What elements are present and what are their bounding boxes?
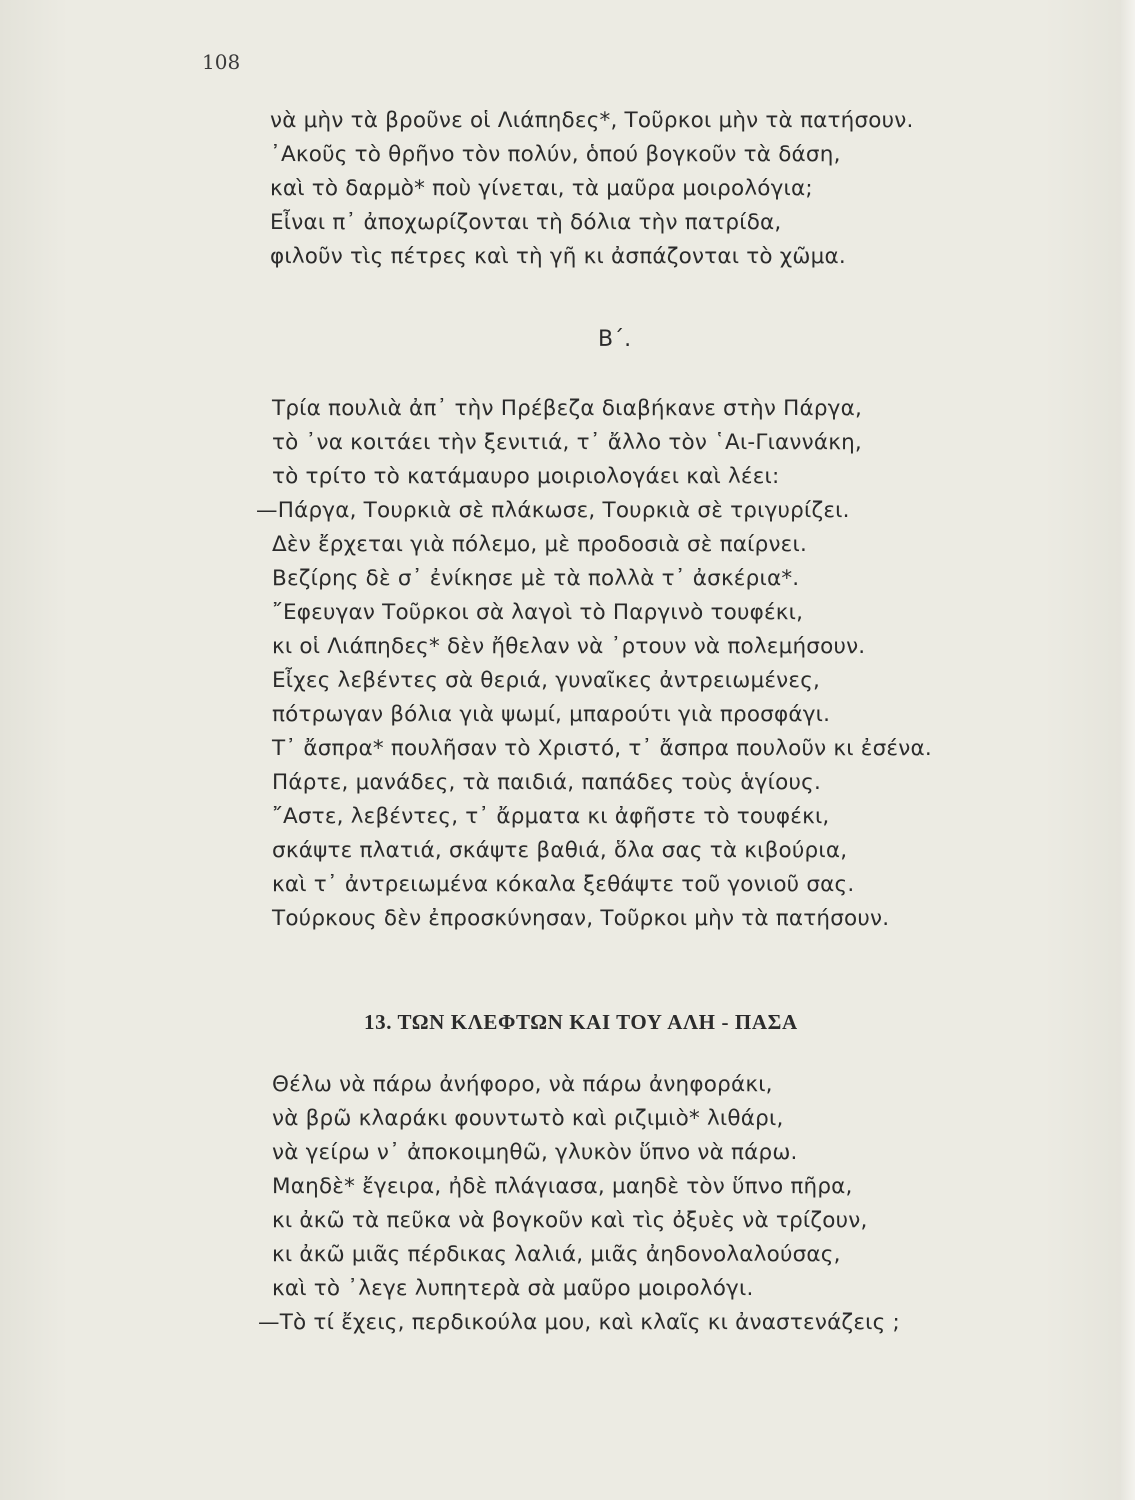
verse-line: ῎Εφευγαν Τοῦρκοι σὰ λαγοὶ τὸ Παργινὸ τουφέκι, <box>272 600 804 625</box>
poem-heading: 13. ΤΩΝ ΚΛΕΦΤΩΝ ΚΑΙ ΤΟΥ ΑΛΗ - ΠΑΣΑ <box>364 1010 798 1034</box>
verse-line: νὰ γείρω ν᾿ ἀποκοιμηθῶ, γλυκὸν ὕπνο νὰ πάρω. <box>272 1140 798 1165</box>
verse-line: νὰ μὴν τὰ βροῦνε οἱ Λιάπηδες*, Τοῦρκοι μὴν τὰ πατήσουν. <box>270 108 914 133</box>
verse-line: νὰ βρῶ κλαράκι φουντωτὸ καὶ ριζιμιὸ* λιθάρι, <box>272 1106 784 1131</box>
verse-line: πότρωγαν βόλια γιὰ ψωμί, μπαρούτι γιὰ προσφάγι. <box>272 702 831 727</box>
verse-line: κι ἀκῶ μιᾶς πέρδικας λαλιά, μιᾶς ἀηδονολαλούσας, <box>272 1242 841 1267</box>
section-marker: Β΄. <box>598 327 632 352</box>
verse-line: Πάρτε, μανάδες, τὰ παιδιά, παπάδες τοὺς ἁγίους. <box>272 770 821 795</box>
verse-line: Εἶχες λεβέντες σὰ θεριά, γυναῖκες ἀντρειωμένες, <box>272 668 821 693</box>
verse-line: Εἶναι π᾿ ἀποχωρίζονται τὴ δόλια τὴν πατρίδα, <box>270 210 782 235</box>
verse-line: Θέλω νὰ πάρω ἀνήφορο, νὰ πάρω ἀνηφοράκι, <box>272 1072 773 1097</box>
verse-line: καὶ τὸ δαρμὸ* ποὺ γίνεται, τὰ μαῦρα μοιρολόγια; <box>270 176 813 201</box>
poem-section-b <box>0 392 932 936</box>
poem-section-a <box>0 104 914 274</box>
verse-line: ῎Αστε, λεβέντες, τ᾿ ἄρματα κι ἀφῆστε τὸ τουφέκι, <box>272 804 830 829</box>
verse-line: καὶ τ᾿ ἀντρειωμένα κόκαλα ξεθάψτε τοῦ γονιοῦ σας. <box>272 872 855 897</box>
verse-line: —Τὸ τί ἔχεις, περδικούλα μου, καὶ κλαῖς κι ἀναστενάζεις ; <box>258 1310 900 1335</box>
verse-line: Τρία πουλιὰ ἀπ᾿ τὴν Πρέβεζα διαβήκανε στὴν Πάργα, <box>272 396 863 421</box>
poem-section-c <box>0 1068 900 1340</box>
verse-line: Τ᾿ ἄσπρα* πουλῆσαν τὸ Χριστό, τ᾿ ἄσπρα πουλοῦν κι ἐσένα. <box>272 736 932 761</box>
verse-line: Τούρκους δὲν ἐπροσκύνησαν, Τοῦρκοι μὴν τὰ πατήσουν. <box>272 906 890 931</box>
verse-line: τὸ ᾿να κοιτάει τὴν ξενιτιά, τ᾿ ἄλλο τὸν ῾Αι-Γιαννάκη, <box>272 430 862 455</box>
verse-line: ᾿Ακοῦς τὸ θρῆνο τὸν πολύν, ὁπού βογκοῦν τὰ δάση, <box>270 142 841 167</box>
verse-line: Μαηδὲ* ἔγειρα, ἠδὲ πλάγιασα, μαηδὲ τὸν ὕπνο πῆρα, <box>272 1174 853 1199</box>
verse-line: καὶ τὸ ᾿λεγε λυπητερὰ σὰ μαῦρο μοιρολόγι. <box>272 1276 754 1301</box>
verse-line: κι ἀκῶ τὰ πεῦκα νὰ βογκοῦν καὶ τὶς ὀξυὲς νὰ τρίζουν, <box>272 1208 868 1233</box>
verse-line: τὸ τρίτο τὸ κατάμαυρο μοιριολογάει καὶ λέει: <box>272 464 780 489</box>
verse-line: κι οἱ Λιάπηδες* δὲν ἤθελαν νὰ ᾿ρτουν νὰ πολεμήσουν. <box>272 634 866 659</box>
page-number: 108 <box>202 50 241 74</box>
verse-line: Δὲν ἔρχεται γιὰ πόλεμο, μὲ προδοσιὰ σὲ παίρνει. <box>272 532 808 557</box>
verse-line: Βεζίρης δὲ σ᾿ ἐνίκησε μὲ τὰ πολλὰ τ᾿ ἀσκέρια*. <box>272 566 800 591</box>
verse-line: σκάψτε πλατιά, σκάψτε βαθιά, ὅλα σας τὰ κιβούρια, <box>272 838 848 863</box>
verse-line: φιλοῦν τὶς πέτρες καὶ τὴ γῆ κι ἀσπάζονται τὸ χῶμα. <box>270 244 846 269</box>
page-edge <box>1121 0 1135 1500</box>
verse-line: —Πάργα, Τουρκιὰ σὲ πλάκωσε, Τουρκιὰ σὲ τριγυρίζει. <box>256 498 850 523</box>
